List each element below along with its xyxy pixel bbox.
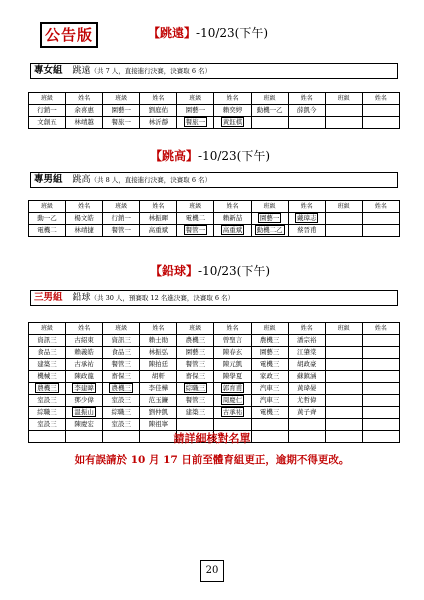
table-cell: 劉仲凱 [140, 407, 177, 419]
header-cell: 班級 [177, 323, 214, 335]
table-cell: 文創五 [29, 117, 66, 129]
table-cell: 高重斌 [140, 225, 177, 237]
table-cell: 畜保三 [177, 371, 214, 383]
table-cell: 建築三 [177, 407, 214, 419]
table-cell: 胡政豪 [288, 359, 325, 371]
event-time: -10/23(下午) [196, 26, 269, 40]
header-cell: 班級 [325, 93, 362, 105]
header-cell: 姓名 [288, 93, 325, 105]
table-cell [362, 335, 399, 347]
table-cell: 農機三 [177, 335, 214, 347]
table-cell: 古紹東 [66, 335, 103, 347]
table-cell [362, 347, 399, 359]
table-cell [29, 383, 66, 395]
table-cell: 陳慶宏 [66, 419, 103, 431]
table-cell [177, 419, 214, 431]
table-cell: 黃子齊 [288, 407, 325, 419]
table-cell: 蔡晉甫 [288, 225, 325, 237]
table-cell: 園藝一 [103, 105, 140, 117]
table-cell [214, 383, 251, 395]
table-cell: 鄧少偉 [66, 395, 103, 407]
table-cell: 潘宗裕 [288, 335, 325, 347]
event-name: 【跳高】 [150, 149, 199, 163]
boxed-text: 周慶仁 [222, 396, 243, 404]
table-cell [251, 117, 288, 129]
group-name: 專男組 [34, 174, 63, 185]
group-header-high-jump [30, 172, 398, 188]
header-cell: 班級 [103, 93, 140, 105]
boxed-text: 黃鈺棋 [222, 118, 243, 126]
table-cell: 林沂靜 [140, 117, 177, 129]
table-cell: 農機三 [251, 335, 288, 347]
header-cell: 姓名 [214, 323, 251, 335]
event-note: （共 8 人，直接進行決賽，決賽取 6 名） [90, 176, 212, 184]
header-cell: 班級 [103, 201, 140, 213]
table-cell [325, 359, 362, 371]
header-cell: 班級 [251, 201, 288, 213]
boxed-text: 餐旅一 [185, 118, 206, 126]
table-header-row [29, 323, 400, 335]
table-cell: 陳拍廷 [140, 359, 177, 371]
table-cell: 劉庭佑 [140, 105, 177, 117]
table-cell [325, 347, 362, 359]
table-cell [214, 407, 251, 419]
table-cell: 綜職三 [103, 407, 140, 419]
table-cell [362, 105, 399, 117]
table-cell: 陳元凱 [214, 359, 251, 371]
header-cell: 姓名 [362, 201, 399, 213]
table-cell [362, 117, 399, 129]
table-row [29, 225, 400, 237]
table-row [29, 347, 400, 359]
table-row [29, 371, 400, 383]
table-cell [288, 213, 325, 225]
boxed-text: 温振山 [74, 408, 94, 416]
table-cell: 汽車三 [251, 395, 288, 407]
page-number: 20 [200, 560, 224, 582]
table-cell: 家政三 [251, 371, 288, 383]
boxed-text: 戴璋志 [296, 214, 317, 222]
table-cell: 余喜惠 [66, 105, 103, 117]
table-cell: 曾聖言 [214, 335, 251, 347]
header-cell: 姓名 [66, 323, 103, 335]
header-cell: 班級 [103, 323, 140, 335]
table-cell: 餐管三 [103, 359, 140, 371]
table-cell: 電機三 [251, 359, 288, 371]
event-time: -10/23(下午) [198, 264, 271, 278]
header-cell: 姓名 [140, 201, 177, 213]
table-cell [362, 395, 399, 407]
table-cell [288, 419, 325, 431]
boxed-text: 高重斌 [222, 226, 243, 234]
table-cell: 行銷一 [103, 213, 140, 225]
event-note: （共 30 人，預賽取 12 名進決賽，決賽取 6 名） [90, 294, 235, 302]
table-cell: 黃瑋晏 [288, 383, 325, 395]
table-cell [362, 213, 399, 225]
table-cell [251, 419, 288, 431]
group-header-shot-put [30, 290, 398, 306]
table-cell: 室設三 [103, 419, 140, 431]
header-cell: 姓名 [66, 201, 103, 213]
table-cell: 汽車三 [251, 383, 288, 395]
table-cell: 范玉鐮 [140, 395, 177, 407]
table-cell: 建築三 [29, 359, 66, 371]
table-cell: 電機二 [177, 213, 214, 225]
roster-table-long-jump [28, 92, 400, 129]
boxed-text: 農機三 [37, 384, 57, 392]
table-cell [325, 371, 362, 383]
table-cell: 林振弘 [140, 347, 177, 359]
table-cell: 電機三 [251, 407, 288, 419]
table-cell [362, 407, 399, 419]
table-cell [325, 407, 362, 419]
table-cell [325, 335, 362, 347]
group-name: 三男組 [34, 292, 63, 303]
table-cell: 電機二 [29, 225, 66, 237]
header-cell: 姓名 [140, 323, 177, 335]
table-cell [177, 225, 214, 237]
table-cell: 畜保三 [103, 371, 140, 383]
header-cell: 班級 [325, 201, 362, 213]
table-cell: 楊文皓 [66, 213, 103, 225]
boxed-text: 綜職三 [185, 384, 206, 392]
header-cell: 姓名 [362, 323, 399, 335]
header-cell: 班級 [177, 201, 214, 213]
header-cell: 班級 [29, 93, 66, 105]
table-cell: 食品三 [29, 347, 66, 359]
header-cell: 姓名 [362, 93, 399, 105]
table-cell: 林靖越 [66, 117, 103, 129]
event-note: （共 7 人，直接進行決賽，決賽取 6 名） [90, 67, 212, 75]
boxed-text: 農機三 [111, 384, 131, 392]
table-row [29, 419, 400, 431]
table-cell [251, 213, 288, 225]
table-header-row [29, 201, 400, 213]
table-cell: 資訊三 [103, 335, 140, 347]
table-cell: 胡軒 [140, 371, 177, 383]
table-cell: 陳春玄 [214, 347, 251, 359]
header-cell: 班級 [251, 93, 288, 105]
header-cell: 姓名 [214, 201, 251, 213]
boxed-text: 李建暐 [74, 384, 94, 392]
header-cell: 班級 [325, 323, 362, 335]
table-cell: 動一乙 [29, 213, 66, 225]
table-row [29, 383, 400, 395]
table-cell [362, 371, 399, 383]
table-cell [214, 419, 251, 431]
table-cell: 行銷一 [29, 105, 66, 117]
table-cell: 陳學夏 [214, 371, 251, 383]
table-row [29, 105, 400, 117]
table-cell [251, 225, 288, 237]
table-cell: 餐管三 [177, 395, 214, 407]
table-cell [288, 117, 325, 129]
table-cell [177, 383, 214, 395]
table-cell: 尤哲偉 [288, 395, 325, 407]
header-cell: 班級 [251, 323, 288, 335]
table-cell: 古承祐 [66, 359, 103, 371]
table-cell [214, 395, 251, 407]
table-cell: 林振暉 [140, 213, 177, 225]
event-name: 【鉛球】 [150, 264, 199, 278]
table-row [29, 335, 400, 347]
item-name: 鉛球 [72, 293, 91, 303]
table-row [29, 117, 400, 129]
item-name: 跳遠 [72, 66, 91, 76]
table-cell [66, 407, 103, 419]
table-row [29, 395, 400, 407]
table-cell [325, 225, 362, 237]
header-cell: 姓名 [288, 201, 325, 213]
table-cell [325, 117, 362, 129]
table-row [29, 359, 400, 371]
boxed-text: 動機二乙 [256, 226, 283, 234]
table-cell [177, 117, 214, 129]
header-cell: 姓名 [214, 93, 251, 105]
table-cell: 園藝三 [251, 347, 288, 359]
table-cell: 陳祖寧 [140, 419, 177, 431]
table-cell [325, 419, 362, 431]
table-cell: 室設三 [103, 395, 140, 407]
table-cell [362, 419, 399, 431]
table-cell: 賴奕婷 [214, 105, 251, 117]
table-cell [325, 213, 362, 225]
event-title-high-jump [150, 147, 270, 164]
table-cell: 餐管一 [103, 225, 140, 237]
header-cell: 姓名 [288, 323, 325, 335]
header-cell: 姓名 [140, 93, 177, 105]
event-title-shot-put [150, 262, 270, 279]
correction-deadline-notice: 如有誤請於 10 月 17 日前至體育組更正，逾期不得更改。 [74, 454, 350, 466]
table-cell [325, 395, 362, 407]
table-cell: 李佳樺 [140, 383, 177, 395]
event-name: 【跳遠】 [148, 26, 197, 40]
header-cell: 班級 [29, 323, 66, 335]
header-cell: 班級 [29, 201, 66, 213]
table-cell [325, 105, 362, 117]
item-name: 跳高 [72, 175, 91, 185]
boxed-text: 古承祐 [222, 408, 243, 416]
table-cell: 園藝一 [177, 105, 214, 117]
table-cell [214, 225, 251, 237]
table-cell: 賴新喆 [214, 213, 251, 225]
table-row [29, 407, 400, 419]
table-cell: 蘇鎮涵 [288, 371, 325, 383]
table-cell: 室設三 [29, 419, 66, 431]
table-cell: 資訊三 [29, 335, 66, 347]
roster-table-shot-put [28, 322, 400, 443]
table-cell: 機械三 [29, 371, 66, 383]
table-cell: 江肇棠 [288, 347, 325, 359]
boxed-text: 郭育甫 [222, 384, 243, 392]
event-time: -10/23(下午) [198, 149, 271, 163]
header-cell: 班級 [177, 93, 214, 105]
table-cell: 薛凱今 [288, 105, 325, 117]
table-cell: 餐管三 [177, 359, 214, 371]
table-cell: 賴義皓 [66, 347, 103, 359]
group-name: 專女組 [34, 65, 63, 76]
roster-table-high-jump [28, 200, 400, 237]
table-cell: 食品三 [103, 347, 140, 359]
table-cell: 室設三 [29, 395, 66, 407]
table-cell: 陳政龍 [66, 371, 103, 383]
group-header-long-jump [30, 63, 398, 79]
table-cell: 園藝三 [177, 347, 214, 359]
announcement-badge: 公告版 [40, 22, 98, 48]
table-cell [362, 225, 399, 237]
table-cell: 賴士勛 [140, 335, 177, 347]
table-cell [325, 383, 362, 395]
header-cell: 姓名 [66, 93, 103, 105]
table-row [29, 213, 400, 225]
table-cell [362, 359, 399, 371]
table-cell: 綜職三 [29, 407, 66, 419]
table-cell [66, 383, 103, 395]
table-cell: 餐旅一 [103, 117, 140, 129]
table-cell [103, 383, 140, 395]
table-cell [214, 117, 251, 129]
verify-notice-heading: 請詳細核對名單 [173, 432, 251, 445]
event-title-long-jump [148, 24, 268, 41]
table-header-row [29, 93, 400, 105]
table-cell: 動機一乙 [251, 105, 288, 117]
boxed-text: 餐管一 [185, 226, 206, 234]
table-cell [362, 383, 399, 395]
boxed-text: 園藝一 [259, 214, 280, 222]
table-cell: 林靖捷 [66, 225, 103, 237]
